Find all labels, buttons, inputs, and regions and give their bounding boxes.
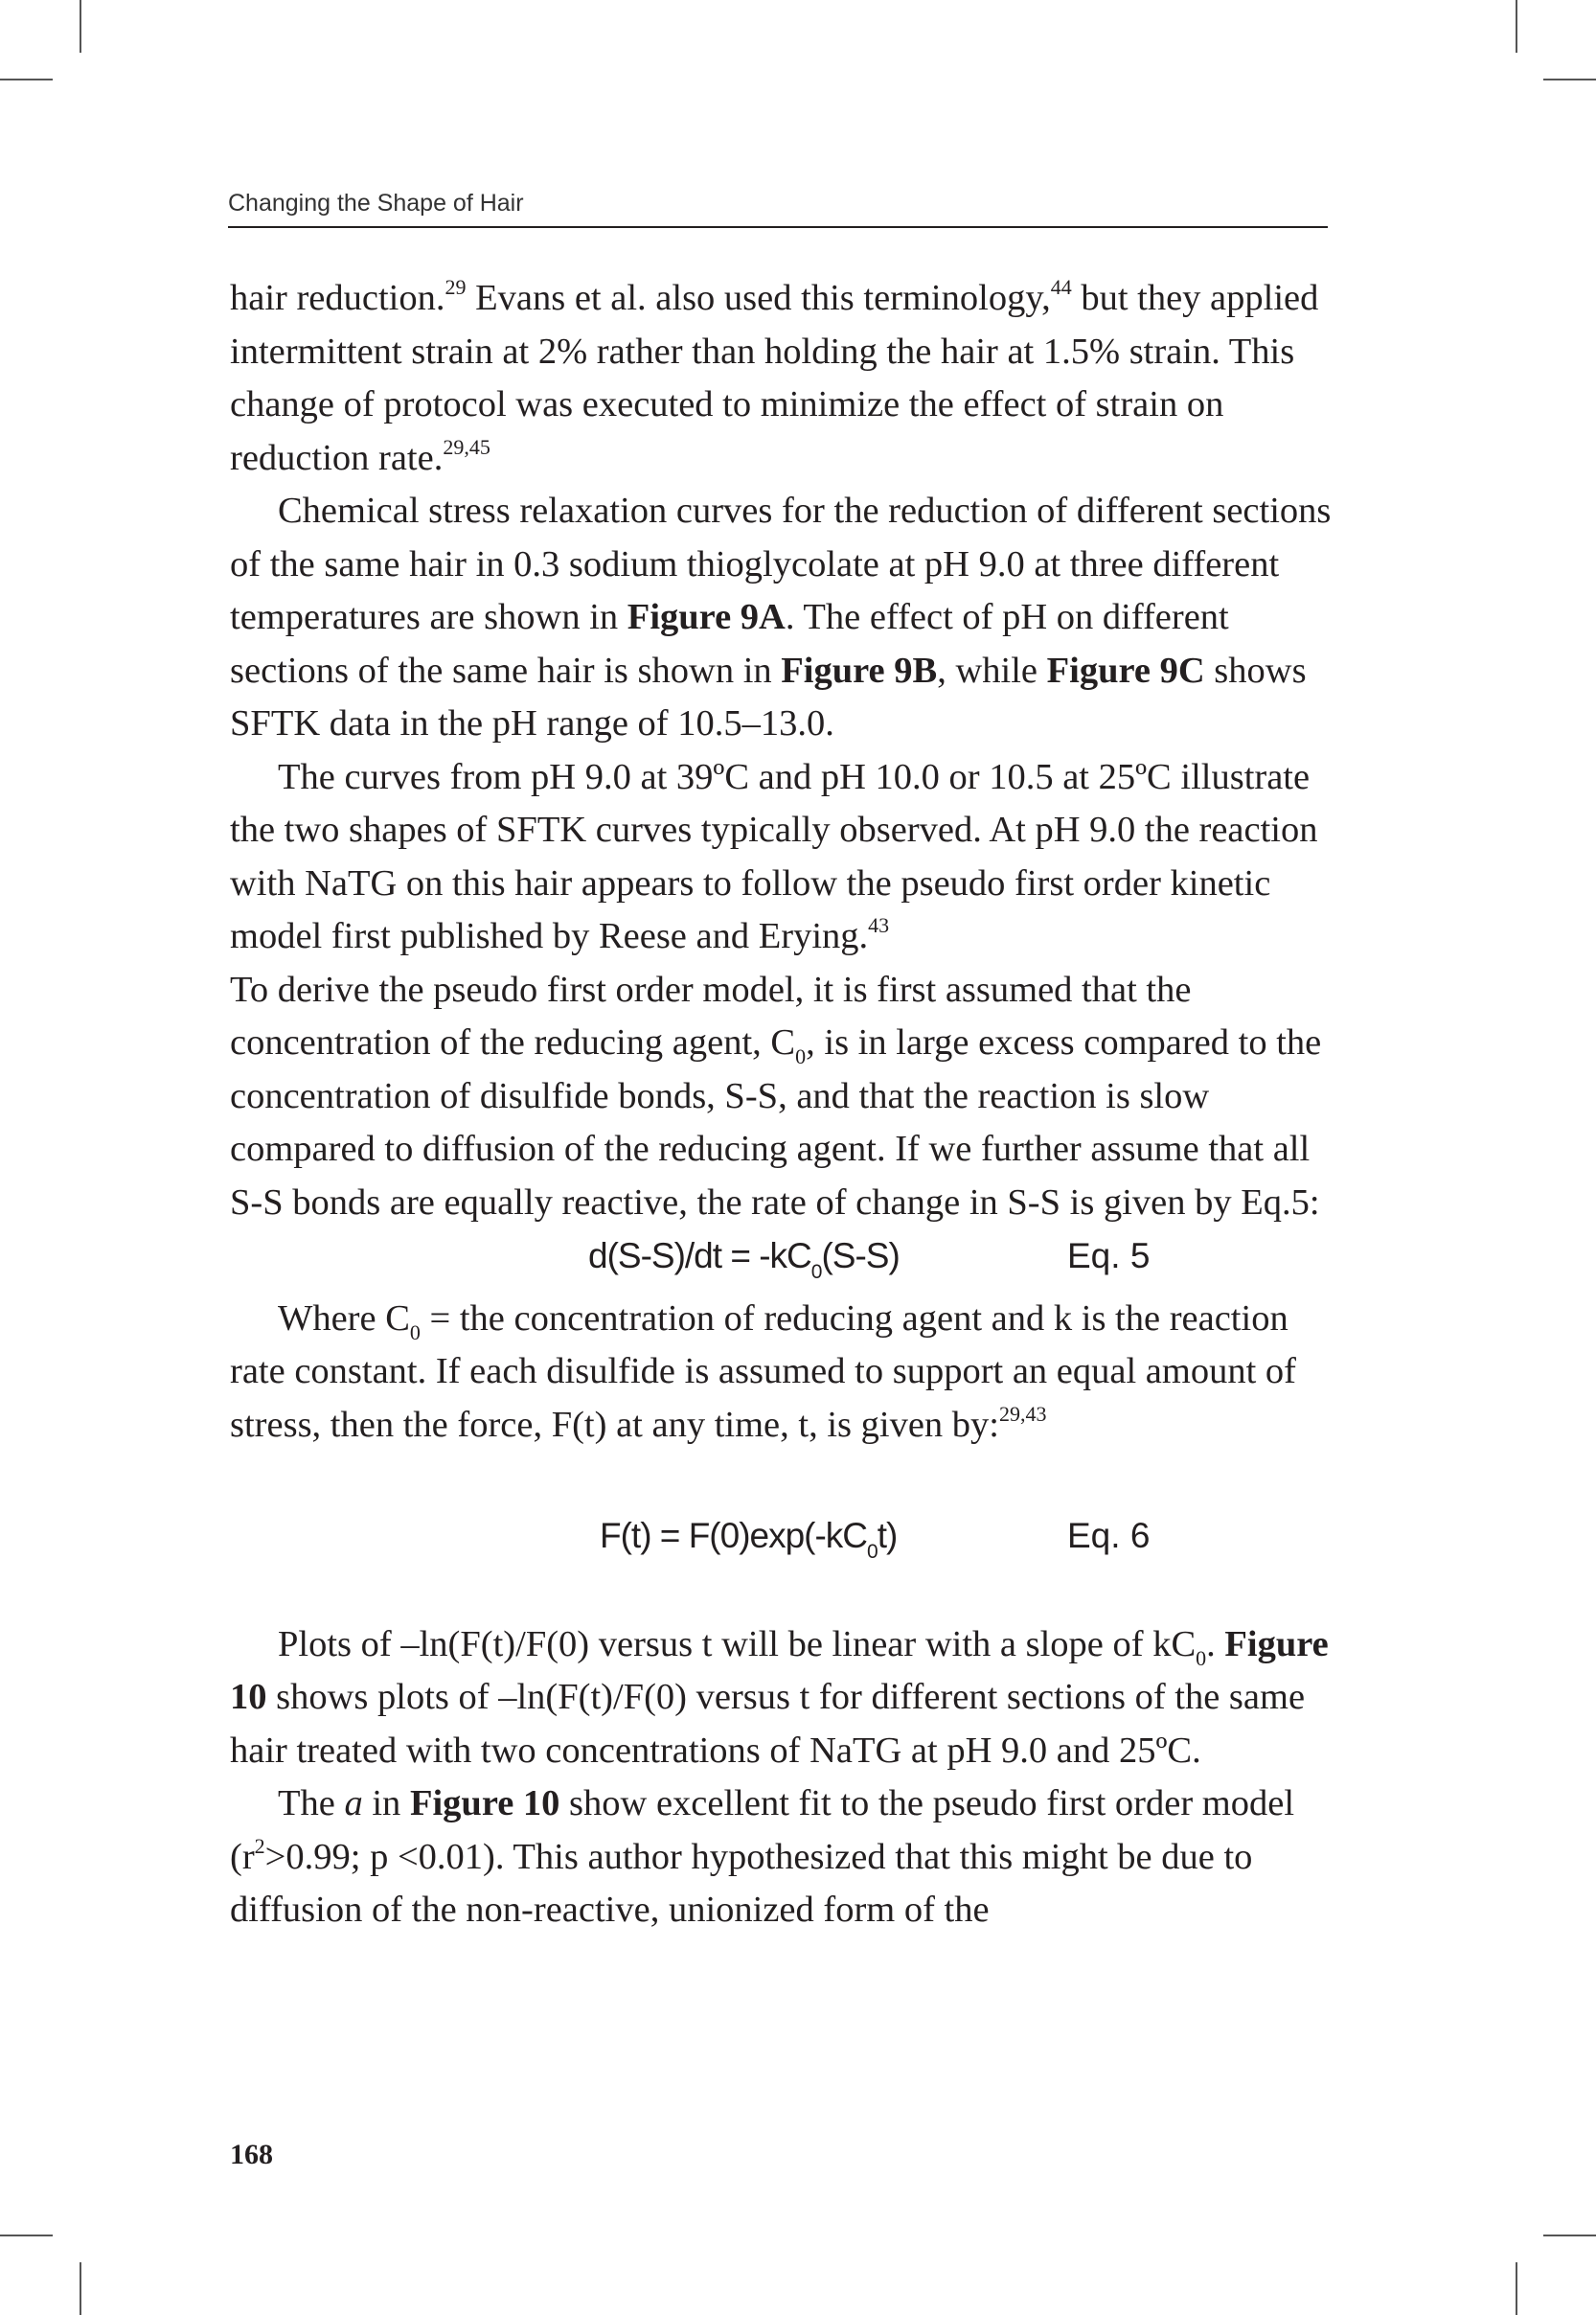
paragraph-5: Where $C_0$ = the concentration of reducing agent and k is the reaction rate constant. If each disulfide is assumed to support an equal amount of stress, then the force, F(t) at any time, t, is given by:$^{29,43}$: [230, 1297, 1296, 1445]
paragraph-7: The a in Figure 10 show excellent fit to the pseudo first order model ($r^2>0.99$; p <0.01). This author hypothesized that this might be due to diffusion of the non-reactive, unionized form of the: [230, 1783, 1295, 1930]
subscript: 0: [795, 1044, 807, 1068]
paragraph-1: hair reduction.$^{29}$ Evans et al. also used this terminology,$^{44}$ but they applied intermittent strain at 2% rather than holding the hair at 1.5% strain. This change of protocol was executed to minimize the effect of strain on reduction rate.$^{29,45}$: [230, 275, 1319, 478]
crop-mark: [80, 0, 81, 53]
citation: 43: [868, 913, 890, 937]
citation: 44: [1050, 275, 1072, 299]
subscript: 0: [1196, 1645, 1207, 1670]
running-title: Changing the Shape of Hair: [228, 190, 524, 217]
equation-number: Eq. 6: [1067, 1516, 1151, 1555]
crop-mark: [0, 2235, 53, 2236]
equation-number: Eq. 5: [1067, 1236, 1151, 1275]
citation: 29: [445, 275, 467, 299]
equation-expression: $F(t) = F(0)\exp(-kC_0t)$: [600, 1516, 898, 1563]
subscript: 0: [409, 1319, 421, 1344]
equation-5: [230, 1229, 1341, 1283]
crop-mark: [1543, 2235, 1596, 2236]
header-rule: [228, 226, 1328, 228]
citation: 29,43: [998, 1401, 1047, 1426]
figure-ref: Figure 9A: [627, 597, 786, 637]
equation-6: [230, 1509, 1341, 1563]
paragraph-2: Chemical stress relaxation curves for the reduction of different sections of the same hair in 0.3 sodium thioglycolate at pH 9.0 at three different temperatures are shown in Figure 9A. The effect of pH on different sections of the same hair is shown in Figure 9B, while Figure 9C shows SFTK data in the pH range of 10.5–13.0.: [230, 491, 1332, 744]
paragraph-6: Plots of –ln(F(t)/F(0) versus t will be linear with a slope of $kC_0$. Figure 10 shows plots of –ln(F(t)/F(0) versus t for different sections of the same hair treated with two concentrations of NaTG at pH 9.0 and 25ºC.: [230, 1623, 1329, 1771]
crop-mark: [80, 2262, 81, 2315]
crop-mark: [1543, 79, 1596, 80]
figure-ref: Figure 10: [230, 1623, 1329, 1717]
body-text: [230, 272, 1341, 1937]
equation-expression: $d(S-S)/dt = -kC_0(S-S)$: [588, 1236, 900, 1283]
crop-mark: [1516, 2262, 1517, 2315]
figure-ref: Figure 9C: [1046, 650, 1205, 691]
crop-mark: [1516, 0, 1517, 53]
crop-mark: [0, 79, 53, 80]
paragraph-3: The curves from pH 9.0 at 39ºC and pH 10.0 or 10.5 at 25ºC illustrate the two shapes of SFTK curves typically observed. At pH 9.0 the reaction with NaTG on this hair appears to follow the pseudo first order kinetic model first published by Reese and Erying.$^{43}$: [230, 756, 1318, 956]
figure-ref: Figure 10: [409, 1783, 560, 1823]
paragraph-4: To derive the pseudo first order model, it is first assumed that the concentration of the reducing agent, $C_0$, is in large excess compared to the concentration of disulfide bonds, S-S, and that the reaction is slow compared to diffusion of the reducing agent. If we further assume that all S-S bonds are equally reactive, the rate of change in S-S is given by Eq.5:: [230, 969, 1322, 1223]
citation: 29,45: [443, 434, 490, 459]
page-number: 168: [230, 2139, 273, 2170]
figure-ref: Figure 9B: [781, 650, 938, 691]
superscript: 2: [254, 1833, 265, 1858]
italic-term: a: [344, 1783, 363, 1823]
